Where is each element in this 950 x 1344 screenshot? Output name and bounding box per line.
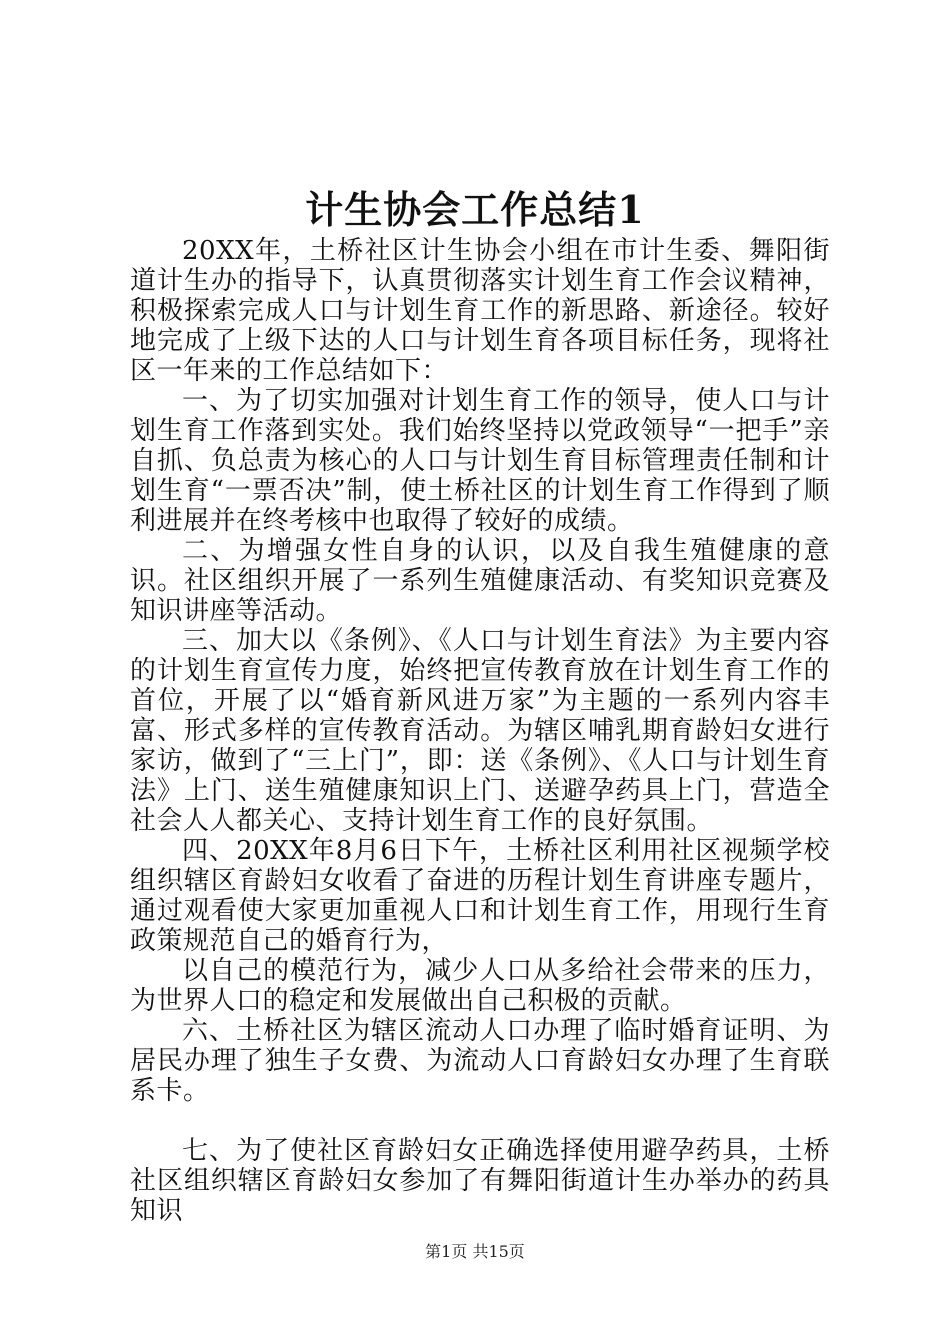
blank-line — [130, 1106, 830, 1136]
paragraph-intro: 20XX年，土桥社区计生协会小组在市计生委、舞阳街道计生办的指导下，认真贯彻落实计划生育工作会议精神，积极探索完成人口与计划生育工作的新思路、新途径。较好地完成了上级下达的人口与计划生育各项目标任务，现将社区一年来的工作总结如下： — [130, 236, 830, 386]
page-footer: 第1页 共15页 — [425, 1242, 525, 1261]
paragraph-section-6: 六、土桥社区为辖区流动人口办理了临时婚育证明、为居民办理了独生子女费、为流动人口育龄妇女办理了生育联系卡。 — [130, 1016, 830, 1106]
document-body — [130, 236, 830, 1226]
paragraph-section-4: 四、20XX年8月6日下午，土桥社区利用社区视频学校组织辖区育龄妇女收看了奋进的历程计划生育讲座专题片，通过观看使大家更加重视人口和计划生育工作，用现行生育政策规范自己的婚育行为， — [130, 836, 830, 956]
paragraph-section-4-continued: 以自己的模范行为，减少人口从多给社会带来的压力，为世界人口的稳定和发展做出自己积极的贡献。 — [130, 956, 830, 1016]
paragraph-section-1: 一、为了切实加强对计划生育工作的领导，使人口与计划生育工作落到实处。我们始终坚持以党政领导“一把手”亲自抓、负总责为核心的人口与计划生育目标管理责任制和计划生育“一票否决”制，使土桥社区的计划生育工作得到了顺利进展并在终考核中也取得了较好的成绩。 — [130, 386, 830, 536]
paragraph-section-3: 三、加大以《条例》、《人口与计划生育法》为主要内容的计划生育宣传力度，始终把宣传教育放在计划生育工作的首位，开展了以“婚育新风进万家”为主题的一系列内容丰富、形式多样的宣传教育活动。为辖区哺乳期育龄妇女进行家访，做到了“三上门”，即：送《条例》、《人口与计划生育法》上门、送生殖健康知识上门、送避孕药具上门，营造全社会人人都关心、支持计划生育工作的良好氛围。 — [130, 626, 830, 836]
document-title: 计生协会工作总结1 — [305, 187, 645, 232]
paragraph-section-7: 七、为了使社区育龄妇女正确选择使用避孕药具，土桥社区组织辖区育龄妇女参加了有舞阳街道计生办举办的药具知识 — [130, 1136, 830, 1226]
paragraph-section-2: 二、为增强女性自身的认识，以及自我生殖健康的意识。社区组织开展了一系列生殖健康活动、有奖知识竞赛及知识讲座等活动。 — [130, 536, 830, 626]
